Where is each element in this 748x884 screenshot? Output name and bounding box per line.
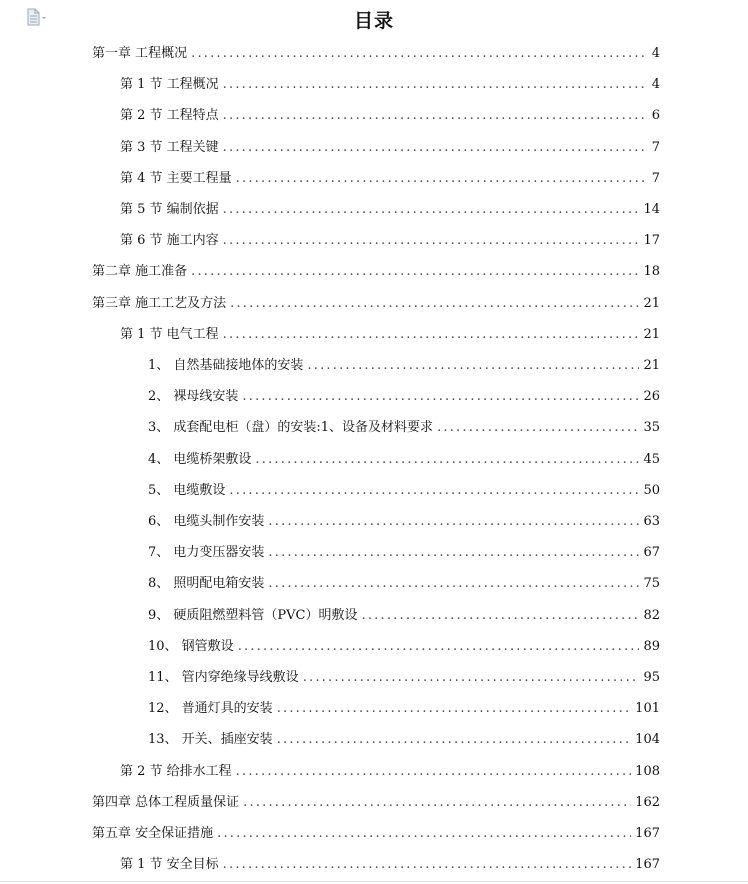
toc-leader-dots [191, 44, 648, 64]
toc-leader-dots [362, 606, 640, 626]
toc-entry-text: 1、 自然基础接地体的安装 [148, 358, 304, 373]
toc-entry-text: 12、 普通灯具的安装 [148, 701, 273, 717]
toc-entry-page-number: 6 [651, 108, 660, 124]
toc-entry[interactable] [148, 668, 660, 688]
toc-entry-page-number: 21 [643, 326, 660, 342]
toc-leader-dots [268, 512, 639, 532]
toc-entry[interactable] [120, 231, 660, 251]
toc-leader-dots [277, 699, 631, 719]
toc-entry-text: 第一章 工程概况 [92, 46, 188, 61]
toc-entry-text: 第 2 节 给排水工程 [120, 763, 232, 779]
toc-leader-dots [223, 200, 640, 220]
toc-entry-text: 7、 电力变压器安装 [148, 545, 265, 561]
toc-leader-dots [242, 387, 639, 407]
toc-entry-page-number: 167 [635, 857, 660, 873]
toc-entry-page-number: 89 [643, 638, 660, 654]
toc-entry-page-number: 14 [643, 202, 660, 217]
toc-entry[interactable] [148, 450, 660, 470]
toc-entry-text: 第 4 节 主要工程量 [120, 170, 232, 186]
toc-leader-dots [277, 730, 631, 750]
toc-entry-page-number: 35 [643, 420, 660, 436]
toc-entry-page-number: 21 [643, 358, 660, 373]
toc-entry-page-number: 4 [651, 46, 660, 61]
toc-entry[interactable] [148, 637, 660, 657]
toc-leader-dots [223, 231, 640, 251]
toc-entry-page-number: 167 [635, 826, 660, 841]
toc-entry-text: 8、 照明配电箱安装 [148, 576, 265, 592]
toc-entry[interactable] [148, 606, 660, 626]
toc-entry-text: 第 3 节 工程关键 [120, 139, 219, 155]
toc-entry-page-number: 7 [651, 139, 660, 155]
toc-leader-dots [243, 793, 631, 813]
toc-entry-page-number: 63 [643, 514, 660, 529]
toc-leader-dots [223, 75, 648, 95]
toc-leader-dots [268, 543, 639, 563]
toc-entry-page-number: 75 [643, 576, 660, 592]
toc-entry-page-number: 82 [643, 607, 660, 623]
toc-entry[interactable] [120, 325, 660, 345]
toc-title: 目录 [353, 10, 394, 32]
toc-entry[interactable] [120, 855, 660, 875]
toc-entry-text: 9、 硬质阻燃塑料管（PVC）明敷设 [148, 607, 358, 623]
toc-entry-text: 2、 裸母线安装 [148, 389, 239, 405]
toc-entry[interactable] [148, 356, 660, 376]
toc-entry[interactable] [148, 543, 660, 563]
page-divider [0, 881, 748, 882]
toc-entry-page-number: 7 [651, 170, 660, 186]
toc-leader-dots [217, 824, 631, 844]
toc-leader-dots [230, 294, 639, 314]
toc-entry-page-number: 95 [643, 670, 660, 685]
toc-entry-page-number: 101 [635, 701, 660, 717]
toc-entry[interactable] [120, 106, 660, 126]
toc-entry[interactable] [92, 294, 660, 314]
toc-entry-text: 第 2 节 工程特点 [120, 108, 219, 124]
toc-entry-text: 4、 电缆桥架敷设 [148, 451, 252, 467]
toc-entry[interactable] [92, 262, 660, 282]
toc-entry[interactable] [148, 574, 660, 594]
toc-entry-page-number: 104 [635, 732, 660, 748]
toc-entry-text: 6、 电缆头制作安装 [148, 514, 265, 529]
toc-entry-page-number: 18 [643, 264, 660, 280]
toc-entry-text: 第 6 节 施工内容 [120, 233, 219, 249]
toc-entry-page-number: 17 [643, 233, 660, 249]
toc-entry-text: 第 1 节 工程概况 [120, 77, 219, 93]
toc-leader-dots [268, 574, 639, 594]
toc-entry-text: 第五章 安全保证措施 [92, 826, 214, 841]
toc-entry[interactable] [148, 699, 660, 719]
toc-entry[interactable] [92, 793, 660, 813]
toc-leader-dots [255, 450, 639, 470]
toc-leader-dots [223, 855, 632, 875]
toc-entry-page-number: 67 [643, 545, 660, 561]
toc-entry-text: 第四章 总体工程质量保证 [92, 794, 240, 810]
toc-entry-text: 13、 开关、插座安装 [148, 732, 273, 748]
toc-entry-page-number: 4 [651, 77, 660, 93]
toc-entry[interactable] [120, 200, 660, 220]
toc-entry-page-number: 50 [643, 482, 660, 498]
toc-entry-page-number: 108 [635, 763, 660, 779]
toc-leader-dots [223, 138, 648, 158]
toc-entry-text: 3、 成套配电柜（盘）的安装:1、设备及材料要求 [148, 420, 434, 436]
toc-leader-dots [236, 169, 648, 189]
toc-leader-dots [307, 356, 639, 376]
toc-entry-page-number: 26 [643, 389, 660, 405]
toc-leader-dots [236, 762, 632, 782]
toc-leader-dots [223, 106, 648, 126]
toc-entry[interactable] [120, 138, 660, 158]
toc-entry-text: 第 1 节 安全目标 [120, 857, 219, 873]
toc-entry-text: 10、 钢管敷设 [148, 638, 234, 654]
toc-entry-text: 5、 电缆敷设 [148, 482, 226, 498]
toc-entry-text: 第 1 节 电气工程 [120, 326, 219, 342]
toc-entry-text: 第二章 施工准备 [92, 264, 188, 280]
toc-entry[interactable] [148, 418, 660, 438]
toc-leader-dots [229, 481, 639, 501]
toc-entry[interactable] [120, 169, 660, 189]
toc-entry[interactable] [148, 512, 660, 532]
toc-entry-text: 第三章 施工工艺及方法 [92, 295, 227, 311]
toc-entry[interactable] [92, 824, 660, 844]
toc-entry[interactable] [120, 75, 660, 95]
toc-entry[interactable] [148, 387, 660, 407]
toc-entry-page-number: 45 [643, 451, 660, 467]
toc-entry[interactable] [92, 44, 660, 64]
toc-leader-dots [303, 668, 640, 688]
toc-entry-page-number: 21 [643, 295, 660, 311]
toc-leader-dots [437, 418, 639, 438]
toc-entry[interactable] [148, 481, 660, 501]
toc-leader-dots [238, 637, 640, 657]
toc-leader-dots [223, 325, 640, 345]
toc-entry-text: 11、 管内穿绝缘导线敷设 [148, 670, 299, 685]
toc-entry-page-number: 162 [635, 794, 660, 810]
toc-entry[interactable] [148, 730, 660, 750]
toc-entry-text: 第 5 节 编制依据 [120, 202, 219, 217]
toc-entry[interactable] [120, 762, 660, 782]
toc-leader-dots [191, 262, 639, 282]
